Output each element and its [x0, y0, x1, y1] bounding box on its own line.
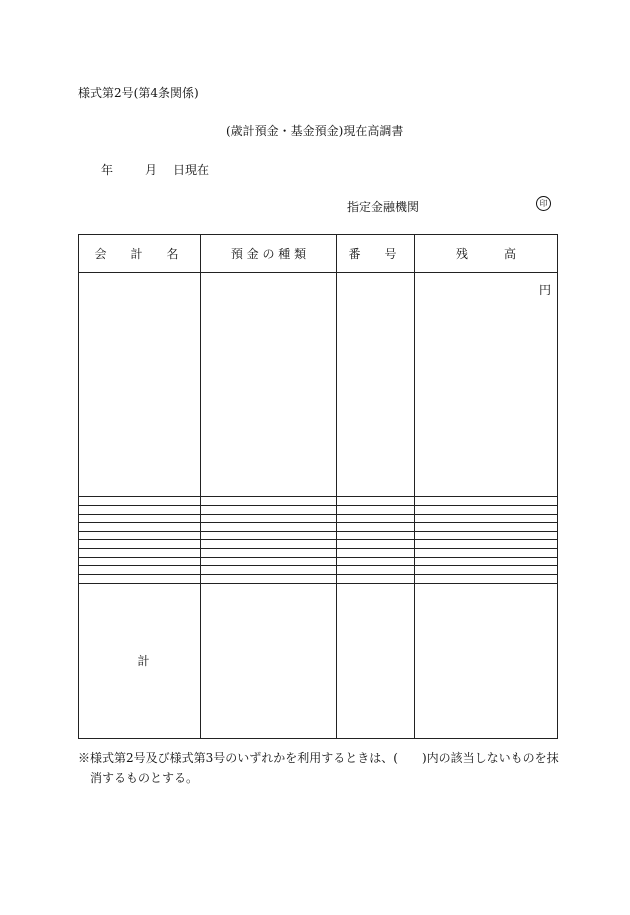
table-row [79, 574, 558, 583]
header-number: 番 号 [337, 235, 415, 273]
table-row [79, 540, 558, 549]
table-row [79, 557, 558, 566]
cell-number[interactable] [337, 540, 415, 549]
cell-account-name[interactable] [79, 566, 201, 575]
balance-table [78, 234, 558, 739]
cell-number[interactable] [337, 549, 415, 558]
cell-number[interactable] [337, 566, 415, 575]
cell-number[interactable] [337, 497, 415, 506]
yen-unit: 円 [538, 283, 551, 297]
cell-deposit-type[interactable] [201, 557, 337, 566]
cell-account-name[interactable] [79, 505, 201, 514]
cell-account-name[interactable] [79, 549, 201, 558]
cell-account-name[interactable] [79, 531, 201, 540]
table-row [79, 531, 558, 540]
form-number: 様式第2号(第4条関係) [78, 86, 199, 100]
cell-account-name[interactable] [79, 557, 201, 566]
table-row [79, 549, 558, 558]
table-row [79, 273, 558, 497]
cell-balance[interactable] [415, 514, 558, 523]
total-number[interactable] [337, 583, 415, 738]
cell-balance[interactable] [415, 540, 558, 549]
cell-number[interactable] [337, 505, 415, 514]
cell-balance[interactable] [415, 557, 558, 566]
cell-deposit-type[interactable] [201, 273, 337, 497]
cell-deposit-type[interactable] [201, 523, 337, 532]
footnote-line-1: ※様式第2号及び様式第3号のいずれかを利用するときは、( )内の該当しないものを抹 [78, 751, 559, 765]
date-month: 月 [145, 163, 158, 177]
date-year: 年 [101, 163, 114, 177]
cell-balance[interactable] [415, 497, 558, 506]
cell-number[interactable] [337, 574, 415, 583]
cell-deposit-type[interactable] [201, 574, 337, 583]
table-row [79, 523, 558, 532]
cell-account-name[interactable] [79, 574, 201, 583]
cell-deposit-type[interactable] [201, 514, 337, 523]
cell-number[interactable] [337, 514, 415, 523]
table-header-row [79, 235, 558, 273]
header-deposit-type: 預 金 の 種 類 [201, 235, 337, 273]
cell-number[interactable] [337, 531, 415, 540]
cell-account-name[interactable] [79, 514, 201, 523]
cell-balance[interactable] [415, 505, 558, 514]
footnote-line-2: 消するものとする。 [90, 771, 199, 785]
cell-balance[interactable] [415, 531, 558, 540]
cell-balance[interactable] [415, 273, 558, 497]
seal-mark: 印 [536, 196, 551, 211]
table-row [79, 505, 558, 514]
date-line [101, 161, 209, 178]
cell-number[interactable] [337, 273, 415, 497]
cell-deposit-type[interactable] [201, 566, 337, 575]
header-balance: 残 高 [415, 235, 558, 273]
cell-number[interactable] [337, 523, 415, 532]
document-title: (歳計預金・基金預金)現在高調書 [226, 124, 404, 138]
date-day: 日現在 [173, 163, 210, 177]
table-row [79, 514, 558, 523]
table-row [79, 566, 558, 575]
table-row [79, 497, 558, 506]
total-balance[interactable] [415, 583, 558, 738]
bank-label: 指定金融機関 [347, 200, 420, 214]
cell-deposit-type[interactable] [201, 549, 337, 558]
cell-account-name[interactable] [79, 273, 201, 497]
cell-deposit-type[interactable] [201, 540, 337, 549]
header-account-name: 会 計 名 [79, 235, 201, 273]
cell-deposit-type[interactable] [201, 497, 337, 506]
cell-account-name[interactable] [79, 497, 201, 506]
cell-balance[interactable] [415, 523, 558, 532]
cell-balance[interactable] [415, 549, 558, 558]
cell-account-name[interactable] [79, 523, 201, 532]
cell-number[interactable] [337, 557, 415, 566]
cell-deposit-type[interactable] [201, 505, 337, 514]
cell-account-name[interactable] [79, 540, 201, 549]
cell-balance[interactable] [415, 566, 558, 575]
cell-balance[interactable] [415, 574, 558, 583]
total-label: 計 [79, 583, 201, 738]
total-deposit-type[interactable] [201, 583, 337, 738]
footnote [78, 748, 559, 788]
total-row [79, 583, 558, 738]
cell-deposit-type[interactable] [201, 531, 337, 540]
